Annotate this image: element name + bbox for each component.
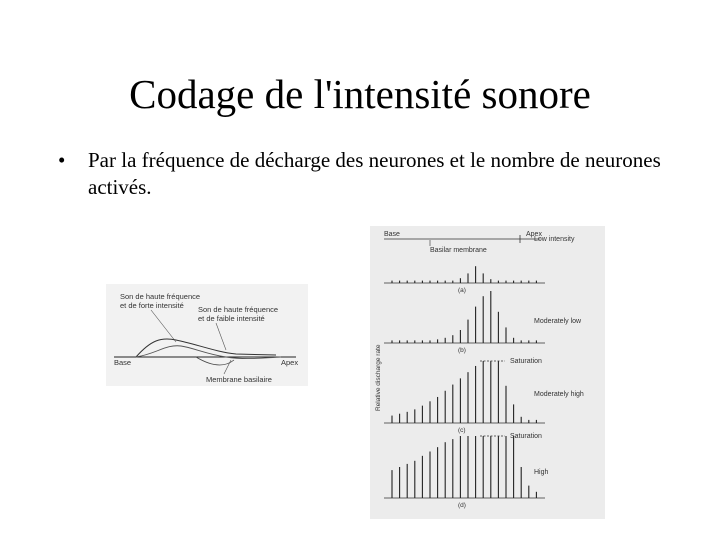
- figure-apex-label: Apex: [526, 231, 542, 238]
- high-intensity-label-line2: et de forte intensité: [120, 301, 184, 310]
- intensity-label: Low intensity: [534, 236, 575, 243]
- panel-letter: (c): [458, 427, 466, 434]
- discharge-rate-diagram: [370, 226, 605, 519]
- y-axis-label: Relative discharge rate: [375, 344, 382, 411]
- saturation-label: Saturation: [510, 433, 542, 440]
- intensity-label: Moderately low: [534, 318, 582, 325]
- panel-group: [384, 236, 584, 509]
- bullet-symbol: •: [58, 148, 66, 172]
- leader-line-low: [216, 323, 226, 350]
- wave-high-intensity: [136, 339, 276, 357]
- figure-base-label: Base: [384, 231, 400, 238]
- wave-trough: [196, 357, 234, 365]
- leader-line-high: [151, 310, 176, 342]
- low-intensity-label-line2: et de faible intensité: [198, 314, 265, 323]
- membrane-label: Membrane basilaire: [206, 375, 272, 384]
- intensity-label: Moderately high: [534, 391, 584, 398]
- bullet-text: Par la fréquence de décharge des neurones et le nombre de neurones activés.: [88, 148, 661, 199]
- low-intensity-label-line1: Son de haute fréquence: [198, 305, 279, 314]
- slide-title: Codage de l'intensité sonore: [129, 71, 591, 117]
- basilar-membrane-figure: [106, 284, 308, 386]
- panel-letter: (b): [458, 347, 466, 354]
- figure-membrane-label: Basilar membrane: [430, 247, 487, 254]
- basilar-membrane-diagram: [106, 284, 308, 386]
- apex-label: Apex: [281, 358, 299, 367]
- discharge-rate-figure: [370, 226, 605, 519]
- base-label: Base: [114, 358, 132, 367]
- panel-letter: (d): [458, 502, 466, 509]
- high-intensity-label-line1: Son de haute fréquence: [120, 292, 201, 301]
- membrane-leader: [224, 360, 231, 374]
- saturation-label: Saturation: [510, 358, 542, 365]
- intensity-label: High: [534, 469, 549, 476]
- panel-letter: (a): [458, 287, 466, 294]
